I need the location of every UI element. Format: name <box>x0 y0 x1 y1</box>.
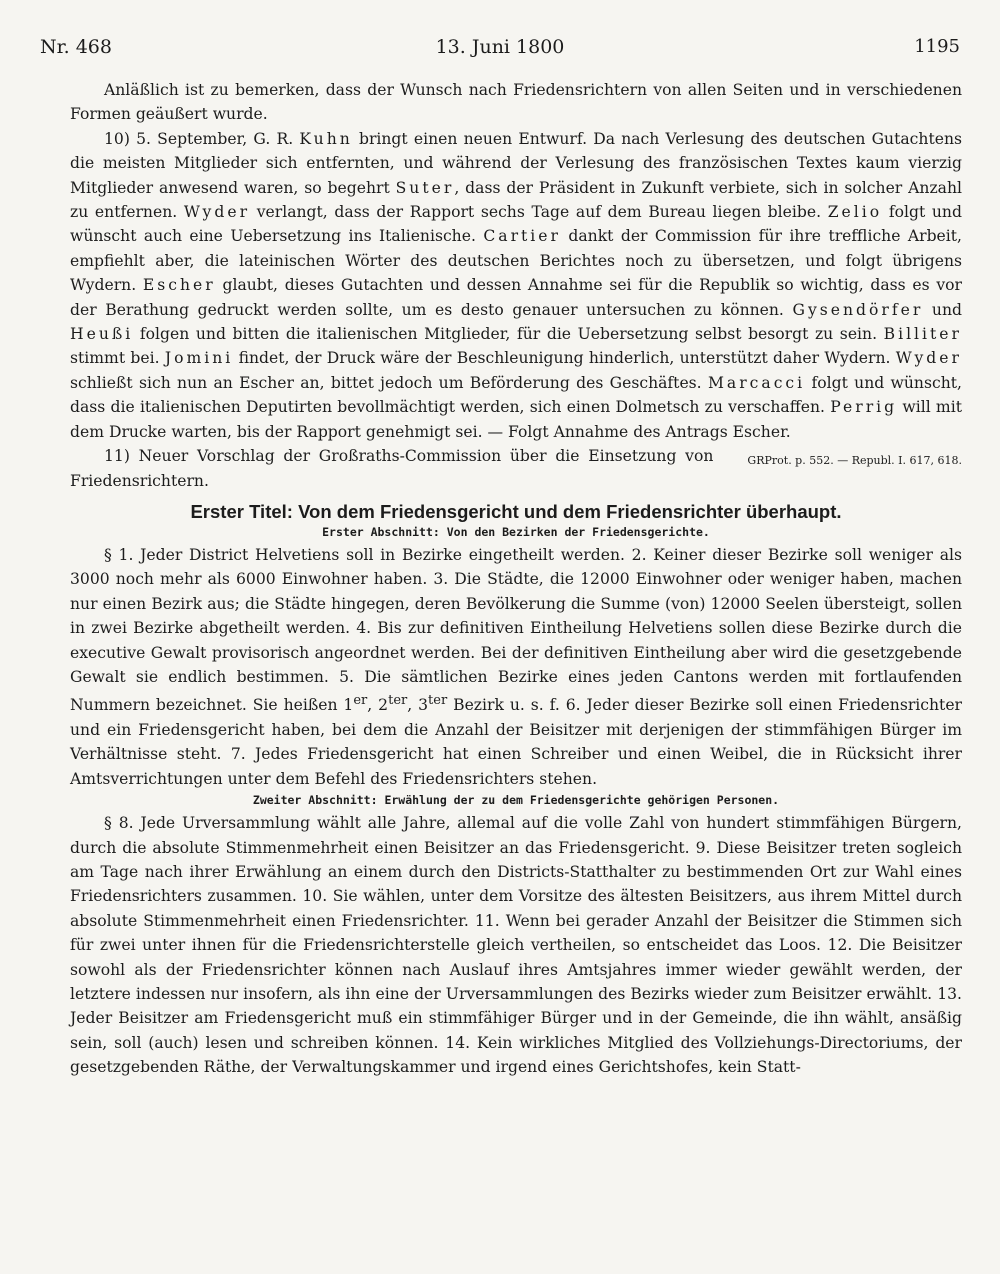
speaker-name: Zelio <box>827 203 883 222</box>
body-text <box>70 78 962 1080</box>
speaker-name: Perrig <box>830 398 898 417</box>
text-run: folgen und bitten die italienischen Mitglieder, für die Uebersetzung selbst besorgt zu sein. <box>139 325 878 344</box>
text-run: verlangt, dass der Rapport sechs Tage auf dem Bureau liegen bleibe. <box>256 203 822 222</box>
text-run: will mit dem Drucke warten, bis der Rapport genehmigt sei. — Folgt Annahme des Antrags Escher. <box>70 398 962 441</box>
source-reference: GRProt. p. 552. — Republ. I. 617, 618. <box>747 454 962 468</box>
text-run: folgt und wünscht auch eine Uebersetzung ins Italienische. <box>70 203 962 246</box>
paragraph-section-1 <box>70 543 962 791</box>
text-run: 10) 5. September, G. R. <box>104 129 294 148</box>
text-run: bringt einen neuen Entwurf. Da nach Verlesung des deutschen Gutachtens die meisten Mitglieder sich entfernten, und während der Verlesung des französischen Textes kaum vierzig Mitglieder anwesend waren, so begehrt <box>70 129 962 197</box>
paragraph-section-8: § 8. Jede Urversammlung wählt alle Jahre, allemal auf die volle Zahl von hundert stimmfähigen Bürgern, durch die absolute Stimmenmehrheit einen Beisitzer an das Friedensgericht. 9. Diese Beisitzer treten sogleich am Tage nach ihrer Erwählung an einem durch den Districts-Statthalter zu bestimmenden Ort zur Wahl eines Friedensrichters zusammen. 10. Sie wählen, unter dem Vorsitze des ältesten Beisitzers, aus ihrem Mittel durch absolute Stimmenmehrheit einen Friedensrichter. 11. Wenn bei gerader Anzahl der Beisitzer die Stimmen sich für zwei unter ihnen für die Friedensrichterstelle gleich vertheilen, so entscheidet das Loos. 12. Die Beisitzer sowohl als der Friedensrichter können nach Auslauf ihres Amtsjahres immer wieder gewählt werden, der letztere indessen nur insofern, als ihn eine der Urversammlungen des Bezirks wieder zum Beisitzer erwählt. 13. Jeder Beisitzer am Friedensgericht muß ein stimmfähiger Bürger und in der Gemeinde, die ihn wählt, ansäßig sein, soll (auch) lesen und schreiben können. 14. Kein wirkliches Mitglied des Vollziehungs-Directoriums, der gesetzgebenden Räthe, der Verwaltungskammer und irgend eines Gerichtshofes, kein Statt- <box>70 814 962 1077</box>
text-run: , dass der Präsident in Zukunft verbiete, sich in solcher Anzahl zu entfernen. <box>70 178 962 222</box>
speaker-name: Wyder <box>895 349 962 368</box>
text-run: schließt sich nun an Escher an, bittet jedoch um Beförderung des Geschäftes. <box>70 373 702 392</box>
section-title: Erster Titel: Von dem Friedensgericht und dem Friedensrichter überhaupt. <box>190 500 842 522</box>
speaker-name: Billiter <box>883 325 962 344</box>
text-run: stimmt bei. <box>70 349 160 368</box>
speaker-name: Heußi <box>70 325 134 344</box>
text-run: findet, der Druck wäre der Beschleunigung hinderlich, unterstützt daher Wydern. <box>238 349 891 368</box>
page-header <box>40 36 960 66</box>
text-run: und <box>931 300 962 319</box>
speaker-name: Cartier <box>483 227 561 246</box>
text-run: § 1. Jeder District Helvetiens soll in Bezirke eingetheilt werden. 2. Keiner dieser Bezirke soll weniger als 3000 noch mehr als 6000 Einwohner haben. 3. Die Städte, die 12000 Einwohner oder weniger haben, machen nur einen Bezirk aus; die Städte hingegen, deren Bevölkerung die Summe (von) 12000 Seelen übersteigt, sollen in zwei Bezirke abgetheilt werden. 4. Bis zur definitiven Eintheilung Helvetiens sollen diese Bezirke durch die executive Gewalt provisorisch angeordnet werden. Bei der definitiven Eintheilung aber wird die gesetzgebende Gewalt sie endlich bestimmen. 5. Die sämtlichen Bezirke eines jeden Cantons werden mit fortlaufenden Nummern bezeichnet. Sie heißen 1 <box>70 545 962 715</box>
text-run: folgt und wünscht, dass die italienischen Deputirten bevollmächtigt werden, sich einen Dolmetsch zu verschaffen. <box>70 373 962 417</box>
ordinal-suffix: ter <box>388 693 408 709</box>
text-run: , 2 <box>367 696 389 715</box>
ordinal-suffix: er <box>353 693 368 709</box>
speaker-name: Suter <box>395 178 455 197</box>
text-run: , 3 <box>407 696 429 715</box>
paragraph-intro: Anläßlich ist zu bemerken, dass der Wunsch nach Friedensrichtern von allen Seiten und in verschiedenen Formen geäußert wurde. <box>70 81 962 124</box>
speaker-name: Jomini <box>164 349 234 368</box>
ordinal-suffix: ter <box>428 693 448 709</box>
document-date: 13. Juni 1800 <box>435 36 565 58</box>
subsection-title-2: Zweiter Abschnitt: Erwählung der zu dem Friedensgerichte gehörigen Personen. <box>252 793 780 808</box>
speaker-name: Kuhn <box>299 129 353 148</box>
text-run: Bezirk u. s. f. 6. Jeder dieser Bezirke soll einen Friedensrichter und ein Friedensgericht haben, bei dem die Anzahl der Beisitzer mit derjenigen der stimmfähigen Bürger im Verhältnisse steht. 7. Jedes Friedensgericht hat einen Schreiber und einen Weibel, die in Rücksicht ihrer Amtsverrichtungen unter dem Befehl des Friedensrichters stehen. <box>70 696 962 788</box>
speaker-name: Wyder <box>183 203 251 222</box>
paragraph-11: 11) Neuer Vorschlag der Großraths-Commission über die Einsetzung von Friedensrichtern. <box>70 447 714 490</box>
speaker-name: Gysendörfer <box>792 300 924 319</box>
document-number: Nr. 468 <box>40 36 112 58</box>
subsection-title-1: Erster Abschnitt: Von den Bezirken der Friedensgerichte. <box>322 524 710 539</box>
page-number: 1195 <box>914 36 960 57</box>
speaker-name: Marcacci <box>707 373 806 392</box>
text-run: glaubt, dieses Gutachten und dessen Annahme sei für die Republik so wichtig, dass es vor der Berathung gedruckt werden sollte, um es desto genauer untersuchen zu können. <box>70 276 962 319</box>
speaker-name: Escher <box>142 276 216 295</box>
text-run: dankt der Commission für ihre treffliche Arbeit, empfiehlt aber, die lateinischen Wörter des deutschen Berichtes noch zu übersetzen, und folgt übrigens Wydern. <box>70 227 962 295</box>
paragraph-10 <box>70 127 962 468</box>
